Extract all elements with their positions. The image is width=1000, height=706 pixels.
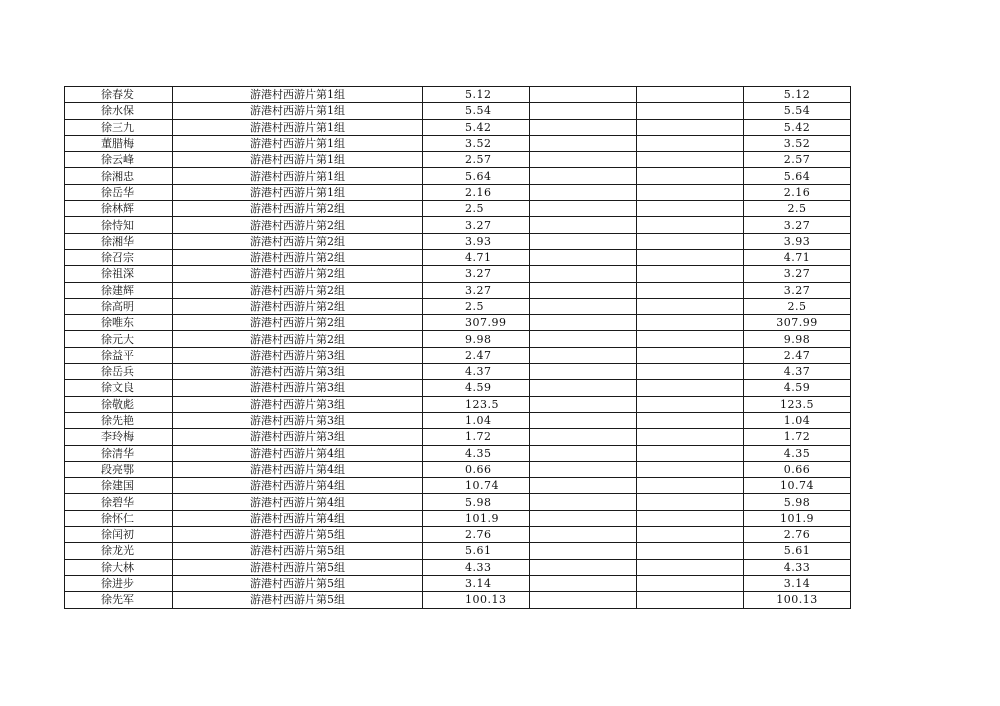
- empty-cell: [637, 396, 744, 412]
- amount-cell: 2.5: [423, 298, 530, 314]
- location-cell: 游港村西游片第5组: [173, 527, 423, 543]
- empty-cell: [530, 527, 637, 543]
- name-cell: 徐三九: [65, 119, 173, 135]
- location-cell: 游港村西游片第1组: [173, 152, 423, 168]
- name-cell: 徐水保: [65, 103, 173, 119]
- table-row: [65, 575, 851, 591]
- table-row: [65, 592, 851, 608]
- location-cell: 游港村西游片第2组: [173, 217, 423, 233]
- name-cell: 徐闰初: [65, 527, 173, 543]
- table-row: [65, 510, 851, 526]
- empty-cell: [530, 119, 637, 135]
- name-cell: 徐元大: [65, 331, 173, 347]
- empty-cell: [637, 217, 744, 233]
- amount-cell: 123.5: [423, 396, 530, 412]
- table-row: [65, 396, 851, 412]
- empty-cell: [637, 527, 744, 543]
- empty-cell: [530, 364, 637, 380]
- empty-cell: [530, 592, 637, 608]
- location-cell: 游港村西游片第3组: [173, 429, 423, 445]
- empty-cell: [637, 380, 744, 396]
- empty-cell: [637, 282, 744, 298]
- table-row: [65, 217, 851, 233]
- total-cell: 4.33: [744, 559, 851, 575]
- table-body: [65, 87, 851, 609]
- location-cell: 游港村西游片第4组: [173, 461, 423, 477]
- location-cell: 游港村西游片第2组: [173, 282, 423, 298]
- name-cell: 徐益平: [65, 347, 173, 363]
- total-cell: 9.98: [744, 331, 851, 347]
- total-cell: 1.04: [744, 412, 851, 428]
- total-cell: 4.71: [744, 249, 851, 265]
- name-cell: 徐春发: [65, 87, 173, 103]
- empty-cell: [637, 510, 744, 526]
- name-cell: 徐湘忠: [65, 168, 173, 184]
- name-cell: 徐怀仁: [65, 510, 173, 526]
- name-cell: 徐高明: [65, 298, 173, 314]
- location-cell: 游港村西游片第2组: [173, 201, 423, 217]
- total-cell: 307.99: [744, 315, 851, 331]
- location-cell: 游港村西游片第3组: [173, 412, 423, 428]
- amount-cell: 3.14: [423, 575, 530, 591]
- table-row: [65, 429, 851, 445]
- location-cell: 游港村西游片第3组: [173, 380, 423, 396]
- empty-cell: [530, 87, 637, 103]
- empty-cell: [530, 135, 637, 151]
- location-cell: 游港村西游片第3组: [173, 396, 423, 412]
- table-row: [65, 364, 851, 380]
- name-cell: 徐清华: [65, 445, 173, 461]
- location-cell: 游港村西游片第1组: [173, 168, 423, 184]
- name-cell: 徐召宗: [65, 249, 173, 265]
- location-cell: 游港村西游片第5组: [173, 559, 423, 575]
- amount-cell: 4.59: [423, 380, 530, 396]
- location-cell: 游港村西游片第4组: [173, 494, 423, 510]
- amount-cell: 101.9: [423, 510, 530, 526]
- name-cell: 徐先艳: [65, 412, 173, 428]
- empty-cell: [637, 135, 744, 151]
- empty-cell: [530, 266, 637, 282]
- location-cell: 游港村西游片第2组: [173, 233, 423, 249]
- location-cell: 游港村西游片第2组: [173, 298, 423, 314]
- table-row: [65, 119, 851, 135]
- table-row: [65, 233, 851, 249]
- empty-cell: [530, 298, 637, 314]
- location-cell: 游港村西游片第5组: [173, 592, 423, 608]
- table-row: [65, 494, 851, 510]
- empty-cell: [637, 152, 744, 168]
- empty-cell: [530, 543, 637, 559]
- empty-cell: [637, 266, 744, 282]
- empty-cell: [637, 461, 744, 477]
- total-cell: 5.12: [744, 87, 851, 103]
- name-cell: 徐碧华: [65, 494, 173, 510]
- total-cell: 5.61: [744, 543, 851, 559]
- total-cell: 3.14: [744, 575, 851, 591]
- total-cell: 100.13: [744, 592, 851, 608]
- empty-cell: [637, 364, 744, 380]
- location-cell: 游港村西游片第1组: [173, 87, 423, 103]
- table-row: [65, 412, 851, 428]
- location-cell: 游港村西游片第2组: [173, 331, 423, 347]
- empty-cell: [530, 184, 637, 200]
- total-cell: 123.5: [744, 396, 851, 412]
- empty-cell: [530, 429, 637, 445]
- table-row: [65, 461, 851, 477]
- name-cell: 徐祖深: [65, 266, 173, 282]
- amount-cell: 3.27: [423, 266, 530, 282]
- location-cell: 游港村西游片第5组: [173, 575, 423, 591]
- empty-cell: [637, 184, 744, 200]
- table-row: [65, 282, 851, 298]
- amount-cell: 100.13: [423, 592, 530, 608]
- empty-cell: [530, 412, 637, 428]
- total-cell: 101.9: [744, 510, 851, 526]
- table-row: [65, 543, 851, 559]
- location-cell: 游港村西游片第1组: [173, 135, 423, 151]
- empty-cell: [530, 249, 637, 265]
- empty-cell: [637, 249, 744, 265]
- empty-cell: [637, 592, 744, 608]
- total-cell: 4.35: [744, 445, 851, 461]
- empty-cell: [637, 559, 744, 575]
- table-row: [65, 298, 851, 314]
- amount-cell: 5.98: [423, 494, 530, 510]
- amount-cell: 1.04: [423, 412, 530, 428]
- total-cell: 2.5: [744, 201, 851, 217]
- total-cell: 2.16: [744, 184, 851, 200]
- table-row: [65, 527, 851, 543]
- location-cell: 游港村西游片第2组: [173, 266, 423, 282]
- empty-cell: [637, 315, 744, 331]
- table-row: [65, 315, 851, 331]
- table-row: [65, 184, 851, 200]
- location-cell: 游港村西游片第4组: [173, 510, 423, 526]
- location-cell: 游港村西游片第1组: [173, 119, 423, 135]
- name-cell: 徐大林: [65, 559, 173, 575]
- empty-cell: [530, 396, 637, 412]
- total-cell: 4.37: [744, 364, 851, 380]
- name-cell: 徐岳华: [65, 184, 173, 200]
- amount-cell: 5.12: [423, 87, 530, 103]
- empty-cell: [637, 478, 744, 494]
- amount-cell: 307.99: [423, 315, 530, 331]
- empty-cell: [637, 494, 744, 510]
- name-cell: 徐岳兵: [65, 364, 173, 380]
- table-row: [65, 559, 851, 575]
- table-row: [65, 347, 851, 363]
- name-cell: 徐云峰: [65, 152, 173, 168]
- total-cell: 2.76: [744, 527, 851, 543]
- empty-cell: [530, 217, 637, 233]
- total-cell: 3.27: [744, 282, 851, 298]
- location-cell: 游港村西游片第2组: [173, 315, 423, 331]
- empty-cell: [530, 575, 637, 591]
- total-cell: 1.72: [744, 429, 851, 445]
- amount-cell: 2.5: [423, 201, 530, 217]
- name-cell: 徐敬彪: [65, 396, 173, 412]
- amount-cell: 2.16: [423, 184, 530, 200]
- amount-cell: 0.66: [423, 461, 530, 477]
- amount-cell: 1.72: [423, 429, 530, 445]
- total-cell: 2.5: [744, 298, 851, 314]
- name-cell: 徐唯东: [65, 315, 173, 331]
- data-table: [64, 86, 851, 609]
- amount-cell: 4.37: [423, 364, 530, 380]
- empty-cell: [530, 331, 637, 347]
- name-cell: 徐龙光: [65, 543, 173, 559]
- total-cell: 3.52: [744, 135, 851, 151]
- location-cell: 游港村西游片第4组: [173, 478, 423, 494]
- empty-cell: [637, 543, 744, 559]
- total-cell: 5.42: [744, 119, 851, 135]
- location-cell: 游港村西游片第3组: [173, 364, 423, 380]
- name-cell: 徐建国: [65, 478, 173, 494]
- amount-cell: 5.61: [423, 543, 530, 559]
- empty-cell: [530, 510, 637, 526]
- total-cell: 3.27: [744, 217, 851, 233]
- empty-cell: [530, 282, 637, 298]
- empty-cell: [530, 201, 637, 217]
- empty-cell: [637, 103, 744, 119]
- empty-cell: [530, 461, 637, 477]
- amount-cell: 3.93: [423, 233, 530, 249]
- empty-cell: [637, 412, 744, 428]
- empty-cell: [530, 494, 637, 510]
- name-cell: 董腊梅: [65, 135, 173, 151]
- total-cell: 5.98: [744, 494, 851, 510]
- empty-cell: [637, 575, 744, 591]
- total-cell: 0.66: [744, 461, 851, 477]
- location-cell: 游港村西游片第3组: [173, 347, 423, 363]
- empty-cell: [637, 331, 744, 347]
- empty-cell: [530, 445, 637, 461]
- total-cell: 2.57: [744, 152, 851, 168]
- empty-cell: [530, 168, 637, 184]
- name-cell: 徐先军: [65, 592, 173, 608]
- empty-cell: [530, 152, 637, 168]
- empty-cell: [637, 233, 744, 249]
- amount-cell: 5.42: [423, 119, 530, 135]
- table-row: [65, 201, 851, 217]
- total-cell: 10.74: [744, 478, 851, 494]
- table-row: [65, 331, 851, 347]
- total-cell: 5.64: [744, 168, 851, 184]
- table-row: [65, 380, 851, 396]
- total-cell: 2.47: [744, 347, 851, 363]
- table-row: [65, 168, 851, 184]
- name-cell: 徐建辉: [65, 282, 173, 298]
- empty-cell: [637, 298, 744, 314]
- name-cell: 段亮鄂: [65, 461, 173, 477]
- empty-cell: [637, 347, 744, 363]
- total-cell: 3.27: [744, 266, 851, 282]
- location-cell: 游港村西游片第4组: [173, 445, 423, 461]
- empty-cell: [530, 559, 637, 575]
- empty-cell: [530, 380, 637, 396]
- location-cell: 游港村西游片第2组: [173, 249, 423, 265]
- amount-cell: 2.47: [423, 347, 530, 363]
- table-row: [65, 103, 851, 119]
- location-cell: 游港村西游片第1组: [173, 103, 423, 119]
- table-row: [65, 152, 851, 168]
- empty-cell: [530, 233, 637, 249]
- empty-cell: [637, 168, 744, 184]
- empty-cell: [530, 103, 637, 119]
- table-row: [65, 266, 851, 282]
- table-row: [65, 478, 851, 494]
- amount-cell: 4.35: [423, 445, 530, 461]
- table-row: [65, 135, 851, 151]
- empty-cell: [637, 119, 744, 135]
- amount-cell: 4.33: [423, 559, 530, 575]
- name-cell: 徐恃知: [65, 217, 173, 233]
- empty-cell: [637, 429, 744, 445]
- total-cell: 4.59: [744, 380, 851, 396]
- amount-cell: 2.76: [423, 527, 530, 543]
- location-cell: 游港村西游片第5组: [173, 543, 423, 559]
- name-cell: 徐文良: [65, 380, 173, 396]
- table-row: [65, 445, 851, 461]
- empty-cell: [530, 478, 637, 494]
- amount-cell: 4.71: [423, 249, 530, 265]
- total-cell: 5.54: [744, 103, 851, 119]
- name-cell: 徐湘华: [65, 233, 173, 249]
- table-row: [65, 87, 851, 103]
- amount-cell: 10.74: [423, 478, 530, 494]
- empty-cell: [530, 347, 637, 363]
- amount-cell: 3.27: [423, 217, 530, 233]
- amount-cell: 5.54: [423, 103, 530, 119]
- name-cell: 徐林辉: [65, 201, 173, 217]
- amount-cell: 5.64: [423, 168, 530, 184]
- name-cell: 李玲梅: [65, 429, 173, 445]
- amount-cell: 3.27: [423, 282, 530, 298]
- empty-cell: [637, 445, 744, 461]
- amount-cell: 2.57: [423, 152, 530, 168]
- total-cell: 3.93: [744, 233, 851, 249]
- empty-cell: [637, 201, 744, 217]
- empty-cell: [637, 87, 744, 103]
- amount-cell: 9.98: [423, 331, 530, 347]
- table-row: [65, 249, 851, 265]
- amount-cell: 3.52: [423, 135, 530, 151]
- location-cell: 游港村西游片第1组: [173, 184, 423, 200]
- empty-cell: [530, 315, 637, 331]
- name-cell: 徐进步: [65, 575, 173, 591]
